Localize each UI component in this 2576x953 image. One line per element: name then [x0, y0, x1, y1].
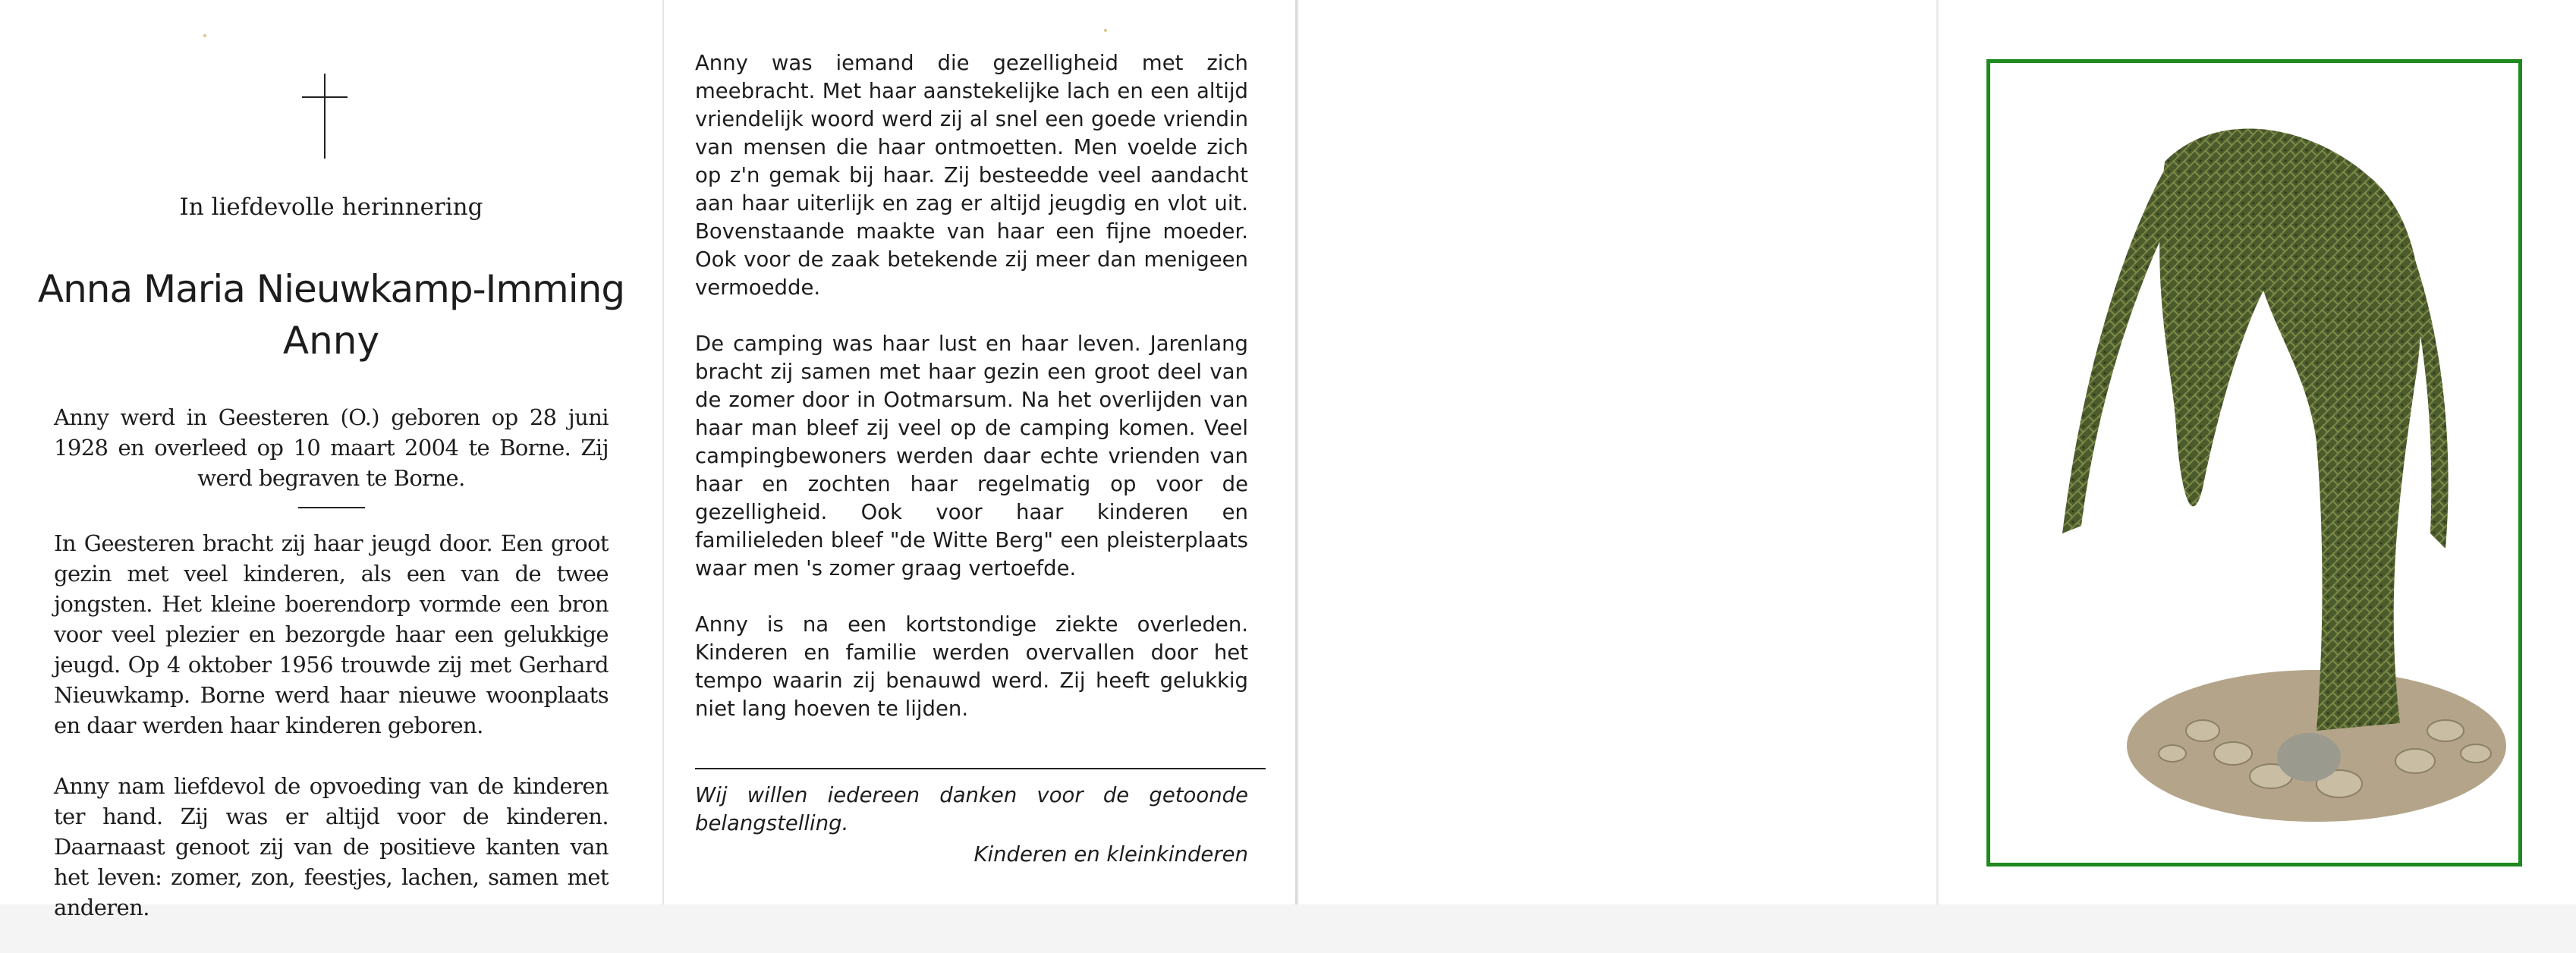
- illness-paragraph: Anny is na een kortstondige ziekte overleden. Kinderen en familie werden overvallen door het tempo waarin zij benauwd werd. Zij heeft gelukkig niet lang hoeven te lijden.: [695, 612, 1248, 721]
- inside-left-panel: [0, 0, 664, 920]
- back-panel: [1299, 0, 1938, 904]
- family-paragraph: Anny nam liefdevol de opvoeding van de kinderen ter hand. Zij was er altijd voor de kinderen. Daarnaast genoot zij van de positieve kanten van het leven: zomer, zon, feestjes, lachen, samen met anderen.: [54, 773, 609, 920]
- deceased-name: Anna Maria Nieuwkamp-Imming: [37, 267, 625, 311]
- cross-icon: [302, 74, 348, 159]
- weeping-tree-image: [1990, 63, 2518, 863]
- green-photo-frame: [1986, 59, 2522, 867]
- birth-death-paragraph: Anny werd in Geesteren (O.) geboren op 28 juni 1928 en overleed op 10 maart 2004 te Borne. Zij werd begraven te Borne.: [54, 404, 609, 491]
- biography-right: [695, 49, 1248, 751]
- inside-right-panel: [664, 0, 1297, 904]
- memory-line: In liefdevolle herinnering: [179, 193, 483, 221]
- youth-paragraph: In Geesteren bracht zij haar jeugd door. Een groot gezin met veel kinderen, als een van de twee jongsten. Het kleine boerendorp vormde een bron voor veel plezier en bezorgde haar een gelukkige jeugd. Op 4 oktober 1956 trouwde zij met Gerhard Nieuwkamp. Borne werd haar nieuwe woonplaats en daar werden haar kinderen geboren.: [54, 530, 609, 738]
- signature: Kinderen en kleinkinderen: [973, 842, 1248, 867]
- nickname: Anny: [282, 319, 380, 363]
- paper-speck: [1104, 29, 1107, 32]
- divider: [298, 507, 365, 508]
- tree-foliage: [2159, 128, 2420, 731]
- front-cover-panel: [1939, 0, 2576, 904]
- paper-speck: [203, 34, 206, 37]
- camping-paragraph: De camping was haar lust en haar leven. Jarenlang bracht zij samen met haar gezin een groot deel van de zomer door in Ootmarsum. Na het overlijden van haar man bleef zij veel op de camping komen. Veel campingbewoners werden daar echte vrienden van haar en zochten haar regelmatig op voor de gezelligheid. Ook voor haar kinderen en familieleden bleef "de Witte Berg" een pleisterplaats waar men 's zomer graag vertoefde.: [695, 332, 1248, 580]
- large-stone: [2277, 733, 2341, 782]
- biography-left: [54, 402, 609, 953]
- personality-paragraph: Anny was iemand die gezelligheid met zich meebracht. Met haar aanstekelijke lach en een altijd vriendelijk woord werd zij al snel een goede vriendin van mensen die haar ontmoetten. Men voelde zich op z'n gemak bij haar. Zij besteedde veel aandacht aan haar uiterlijk en zag er altijd jeugdig en vlot uit. Bovenstaande maakte van haar een fijne moeder. Ook voor de zaak betekende zij meer dan menigeen vermoedde.: [695, 51, 1248, 300]
- divider: [695, 768, 1266, 769]
- thanks-text: Wij willen iedereen danken voor de getoonde belangstelling.: [695, 783, 1248, 835]
